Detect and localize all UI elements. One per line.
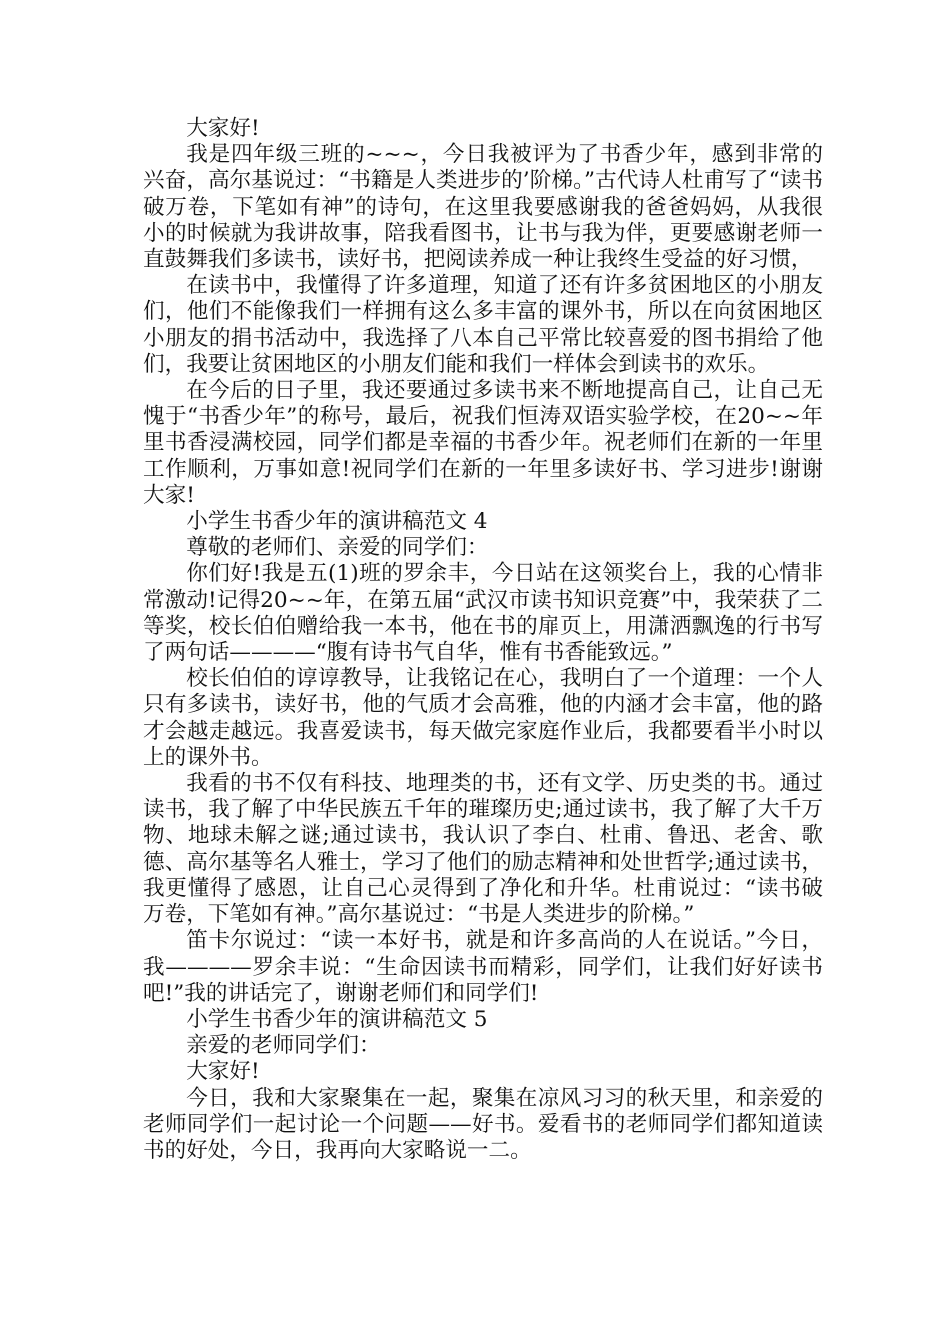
paragraph-greeting: 大家好! xyxy=(186,116,260,141)
paragraph-salutation: 尊敬的老师们、亲爱的同学们： xyxy=(186,535,489,561)
paragraph-award: 你们好!我是五(1)班的罗余丰，今日站在这领奖台上，我的心情非常激动!记得20~~年，在第五届“武汉市读书知识竞赛”中，我荣获了二等奖，校长伯伯赠给我一本书，他在书的扉页上，用潇洒飘逸的行书写了两句话————“腹有诗书气自华，惟有书香能致远。” xyxy=(143,561,823,666)
document-body xyxy=(143,116,823,1164)
paragraph-intro: 我是四年级三班的~~~，今日我被评为了书香少年，感到非常的兴奋，高尔基说过：“书籍是人类进步的’阶梯。”古代诗人杜甫写了“读书破万卷，下笔如有神”的诗句，在这里我要感谢我的爸爸妈妈，从我很小的时候就为我讲故事，陪我看图书，让书与我为伴，更要感谢老师一直鼓舞我们多读书，读好书，把阅读养成一种让我终生受益的好习惯， xyxy=(143,142,823,273)
section-heading-5: 小学生书香少年的演讲稿范文 5 xyxy=(186,1006,488,1032)
paragraph-books-read: 我看的书不仅有科技、地理类的书，还有文学、历史类的书。通过读书，我了解了中华民族五千年的璀璨历史;通过读书，我了解了大千万物、地球未解之谜;通过读书，我认识了李白、杜甫、鲁迅、老舍、歌德、高尔基等名人雅士，学习了他们的励志精神和处世哲学;通过读书，我更懂得了感恩，让自己心灵得到了净化和升华。杜甫说过：“读书破万卷，下笔如有神。”高尔基说过：“书是人类进步的阶梯。” xyxy=(143,771,823,928)
paragraph-principal: 校长伯伯的谆谆教导，让我铭记在心，我明白了一个道理：一个人只有多读书，读好书，他的气质才会高雅，他的内涵才会丰富，他的路才会越走越远。我喜爱读书，每天做完家庭作业后，我都要看半小时以上的课外书。 xyxy=(143,666,823,770)
paragraph-donation: 在读书中，我懂得了许多道理，知道了还有许多贫困地区的小朋友们，他们不能像我们一样拥有这么多丰富的课外书，所以在向贫困地区小朋友的捐书活动中，我选择了八本自己平常比较喜爱的图书捐给了他们，我要让贫困地区的小朋友们能和我们一样体会到读书的欢乐。 xyxy=(143,273,823,377)
paragraph-salutation-2: 亲爱的老师同学们： xyxy=(186,1033,381,1059)
paragraph-future: 在今后的日子里，我还要通过多读书来不断地提高自己，让自己无愧于“书香少年”的称号，最后，祝我们恒涛双语实验学校，在20~~年里书香浸满校园，同学们都是幸福的书香少年。祝老师们在新的一年里工作顺利，万事如意!祝同学们在新的一年里多读好书、学习进步!谢谢大家! xyxy=(143,378,823,508)
paragraph-greeting-2: 大家好! xyxy=(186,1059,260,1085)
paragraph-autumn: 今日，我和大家聚集在一起，聚集在凉风习习的秋天里，和亲爱的老师同学们一起讨论一个问题——好书。爱看书的老师同学们都知道读书的好处，今日，我再向大家略说一二。 xyxy=(143,1085,823,1163)
paragraph-closing: 笛卡尔说过：“读一本好书，就是和许多高尚的人在说话。”今日，我————罗余丰说：“生命因读书而精彩，同学们，让我们好好读书吧!”我的讲话完了，谢谢老师们和同学们! xyxy=(143,928,823,1006)
section-heading-4: 小学生书香少年的演讲稿范文 4 xyxy=(186,509,488,535)
